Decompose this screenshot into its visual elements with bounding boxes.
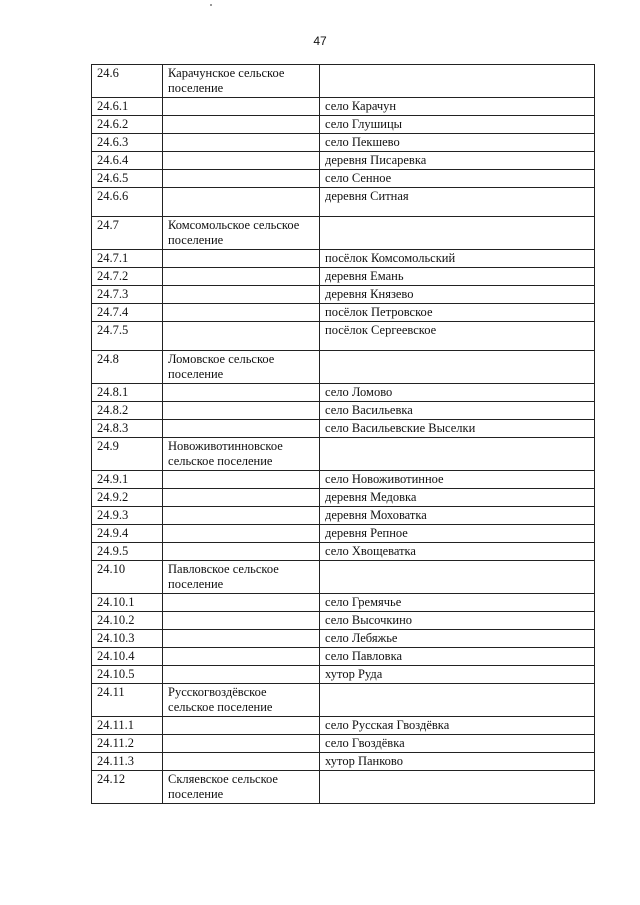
row-number-cell: 24.9.4	[92, 525, 163, 543]
row-number-cell: 24.10.2	[92, 612, 163, 630]
row-number-cell: 24.8.3	[92, 420, 163, 438]
settlement-name-cell	[163, 420, 320, 438]
table-row	[92, 735, 595, 753]
locality-name-cell: хутор Панково	[320, 753, 595, 771]
locality-name-cell: село Павловка	[320, 648, 595, 666]
settlement-name-cell	[163, 268, 320, 286]
settlement-name-cell	[163, 630, 320, 648]
scan-speck	[210, 4, 212, 6]
row-number-cell: 24.6	[92, 65, 163, 98]
table-row	[92, 612, 595, 630]
settlement-name-cell	[163, 543, 320, 561]
row-number-cell: 24.9.2	[92, 489, 163, 507]
row-number-cell: 24.10.4	[92, 648, 163, 666]
table-row	[92, 286, 595, 304]
table-row	[92, 594, 595, 612]
table-body	[92, 65, 595, 804]
row-number-cell: 24.7.3	[92, 286, 163, 304]
locality-name-cell: деревня Медовка	[320, 489, 595, 507]
table-row	[92, 65, 595, 98]
settlement-name-cell	[163, 304, 320, 322]
row-number-cell: 24.8.1	[92, 384, 163, 402]
table-row	[92, 420, 595, 438]
locality-name-cell: село Васильевские Выселки	[320, 420, 595, 438]
settlement-name-cell	[163, 384, 320, 402]
locality-name-cell: деревня Емань	[320, 268, 595, 286]
locality-name-cell: село Сенное	[320, 170, 595, 188]
locality-name-cell: посёлок Комсомольский	[320, 250, 595, 268]
settlements-table	[91, 64, 595, 804]
table-row	[92, 648, 595, 666]
locality-name-cell: село Хвощеватка	[320, 543, 595, 561]
locality-name-cell: село Высочкино	[320, 612, 595, 630]
settlement-name-cell	[163, 286, 320, 304]
table-row	[92, 717, 595, 735]
table-row	[92, 304, 595, 322]
locality-name-cell: село Карачун	[320, 98, 595, 116]
table-row	[92, 322, 595, 351]
table-row	[92, 630, 595, 648]
locality-name-cell: деревня Репное	[320, 525, 595, 543]
settlement-name-cell	[163, 170, 320, 188]
locality-name-cell: посёлок Петровское	[320, 304, 595, 322]
row-number-cell: 24.12	[92, 771, 163, 804]
locality-name-cell	[320, 561, 595, 594]
table-row	[92, 250, 595, 268]
locality-name-cell: село Ломово	[320, 384, 595, 402]
row-number-cell: 24.9.5	[92, 543, 163, 561]
table-row	[92, 666, 595, 684]
table-row	[92, 471, 595, 489]
settlement-name-cell	[163, 525, 320, 543]
locality-name-cell: село Русская Гвоздёвка	[320, 717, 595, 735]
table-row	[92, 561, 595, 594]
row-number-cell: 24.10.5	[92, 666, 163, 684]
settlement-name-cell	[163, 250, 320, 268]
locality-name-cell: деревня Моховатка	[320, 507, 595, 525]
settlement-name-cell	[163, 152, 320, 170]
row-number-cell: 24.7.2	[92, 268, 163, 286]
settlement-name-cell	[163, 717, 320, 735]
table-row	[92, 753, 595, 771]
row-number-cell: 24.7.4	[92, 304, 163, 322]
row-number-cell: 24.9	[92, 438, 163, 471]
row-number-cell: 24.10.3	[92, 630, 163, 648]
settlement-name-cell	[163, 507, 320, 525]
table-row	[92, 152, 595, 170]
settlement-name-cell	[163, 188, 320, 217]
row-number-cell: 24.10.1	[92, 594, 163, 612]
locality-name-cell: село Гвоздёвка	[320, 735, 595, 753]
table-row	[92, 402, 595, 420]
locality-name-cell: село Пекшево	[320, 134, 595, 152]
locality-name-cell	[320, 771, 595, 804]
row-number-cell: 24.7.5	[92, 322, 163, 351]
settlement-name-cell: Скляевское сельское поселение	[163, 771, 320, 804]
table-row	[92, 116, 595, 134]
locality-name-cell	[320, 217, 595, 250]
row-number-cell: 24.11.1	[92, 717, 163, 735]
page-number: 47	[313, 34, 327, 48]
row-number-cell: 24.7	[92, 217, 163, 250]
table-row	[92, 268, 595, 286]
row-number-cell: 24.11.2	[92, 735, 163, 753]
row-number-cell: 24.7.1	[92, 250, 163, 268]
row-number-cell: 24.6.2	[92, 116, 163, 134]
locality-name-cell: хутор Руда	[320, 666, 595, 684]
table-row	[92, 507, 595, 525]
row-number-cell: 24.10	[92, 561, 163, 594]
settlement-name-cell	[163, 471, 320, 489]
locality-name-cell: село Лебяжье	[320, 630, 595, 648]
locality-name-cell: деревня Князево	[320, 286, 595, 304]
settlement-name-cell: Карачунское сельское поселение	[163, 65, 320, 98]
settlement-name-cell	[163, 612, 320, 630]
settlement-name-cell	[163, 648, 320, 666]
table-row	[92, 543, 595, 561]
table-row	[92, 489, 595, 507]
table-row	[92, 217, 595, 250]
settlement-name-cell	[163, 134, 320, 152]
settlement-name-cell	[163, 322, 320, 351]
table-row	[92, 384, 595, 402]
table-row	[92, 98, 595, 116]
row-number-cell: 24.6.6	[92, 188, 163, 217]
settlement-name-cell: Русскогвоздёвское сельское поселение	[163, 684, 320, 717]
row-number-cell: 24.6.3	[92, 134, 163, 152]
locality-name-cell: деревня Писаревка	[320, 152, 595, 170]
table-row	[92, 438, 595, 471]
locality-name-cell	[320, 438, 595, 471]
settlement-name-cell	[163, 753, 320, 771]
locality-name-cell: село Новоживотинное	[320, 471, 595, 489]
locality-name-cell	[320, 684, 595, 717]
locality-name-cell	[320, 65, 595, 98]
settlement-name-cell	[163, 594, 320, 612]
locality-name-cell: посёлок Сергеевское	[320, 322, 595, 351]
locality-name-cell	[320, 351, 595, 384]
table-row	[92, 134, 595, 152]
row-number-cell: 24.11	[92, 684, 163, 717]
row-number-cell: 24.6.1	[92, 98, 163, 116]
settlement-name-cell: Ломовское сельское поселение	[163, 351, 320, 384]
locality-name-cell: село Гремячье	[320, 594, 595, 612]
settlement-name-cell	[163, 402, 320, 420]
settlement-name-cell	[163, 666, 320, 684]
row-number-cell: 24.8	[92, 351, 163, 384]
settlement-name-cell: Новоживотинновское сельское поселение	[163, 438, 320, 471]
settlement-name-cell: Комсомольское сельское поселение	[163, 217, 320, 250]
locality-name-cell: село Васильевка	[320, 402, 595, 420]
settlement-name-cell	[163, 116, 320, 134]
table-row	[92, 170, 595, 188]
locality-name-cell: село Глушицы	[320, 116, 595, 134]
settlement-name-cell: Павловское сельское поселение	[163, 561, 320, 594]
table-row	[92, 188, 595, 217]
row-number-cell: 24.9.3	[92, 507, 163, 525]
table-row	[92, 525, 595, 543]
locality-name-cell: деревня Ситная	[320, 188, 595, 217]
table-row	[92, 351, 595, 384]
row-number-cell: 24.6.4	[92, 152, 163, 170]
row-number-cell: 24.8.2	[92, 402, 163, 420]
settlement-name-cell	[163, 489, 320, 507]
row-number-cell: 24.9.1	[92, 471, 163, 489]
row-number-cell: 24.6.5	[92, 170, 163, 188]
table-row	[92, 684, 595, 717]
settlement-name-cell	[163, 98, 320, 116]
table-row	[92, 771, 595, 804]
settlement-name-cell	[163, 735, 320, 753]
row-number-cell: 24.11.3	[92, 753, 163, 771]
